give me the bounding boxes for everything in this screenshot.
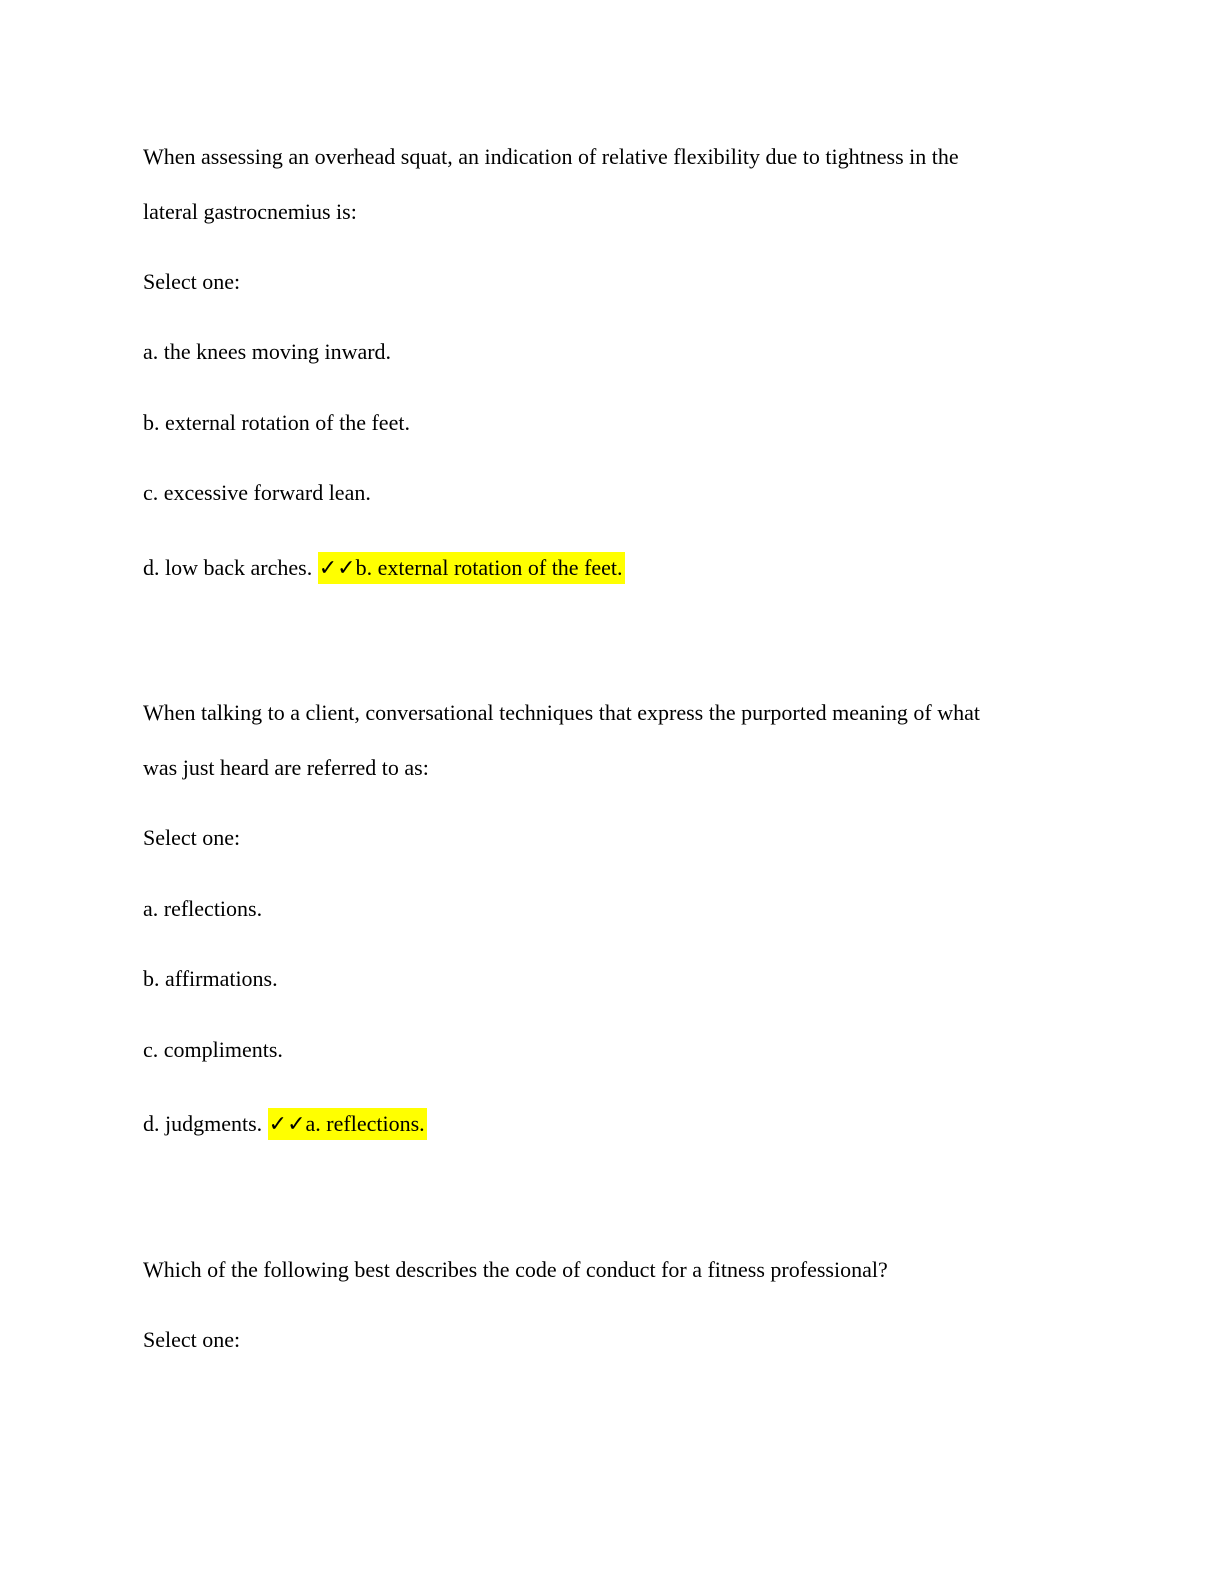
question-1-option-d: d. low back arches.	[143, 555, 313, 580]
double-check-icon: ✓✓	[268, 1112, 306, 1137]
question-2-answer-highlight	[268, 1108, 427, 1140]
question-1-select-prompt: Select one:	[143, 269, 241, 294]
question-3-select-prompt: Select one:	[143, 1327, 241, 1352]
question-2-stem-line-1: When talking to a client, conversational techniques that express the purported meaning of what	[143, 700, 980, 725]
question-2-option-a: a. reflections.	[143, 896, 263, 921]
question-2-stem-line-2: was just heard are referred to as:	[143, 755, 429, 780]
question-1-option-c: c. excessive forward lean.	[143, 480, 371, 505]
question-1-option-d-row	[143, 553, 625, 584]
question-2-option-b: b. affirmations.	[143, 966, 278, 991]
question-1-option-b: b. external rotation of the feet.	[143, 410, 410, 435]
double-check-icon: ✓✓	[318, 556, 356, 581]
question-2-answer: a. reflections.	[305, 1111, 425, 1136]
question-2-option-d-row	[143, 1109, 427, 1140]
question-2-option-d: d. judgments.	[143, 1111, 263, 1136]
question-1-option-a: a. the knees moving inward.	[143, 339, 392, 364]
question-1-answer-highlight	[318, 552, 625, 584]
question-1-stem-line-2: lateral gastrocnemius is:	[143, 199, 357, 224]
question-2-select-prompt: Select one:	[143, 825, 241, 850]
question-2-option-c: c. compliments.	[143, 1037, 283, 1062]
question-1-answer: b. external rotation of the feet.	[355, 555, 623, 580]
question-1-stem-line-1: When assessing an overhead squat, an indication of relative flexibility due to tightness in the	[143, 144, 959, 169]
question-3-stem-line-1: Which of the following best describes the code of conduct for a fitness professional?	[143, 1257, 888, 1282]
